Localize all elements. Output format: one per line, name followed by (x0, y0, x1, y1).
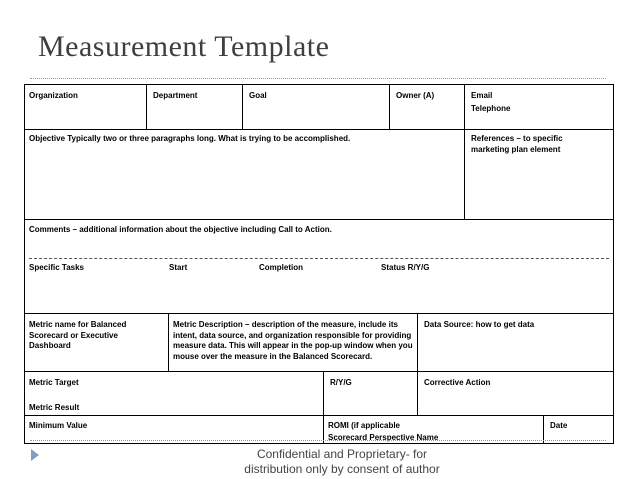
email-telephone-cell[interactable] (464, 84, 614, 130)
status-label: Status R/Y/G (381, 263, 430, 272)
objective-label: Objective Typically two or three paragraphs long. What is trying to be accomplished. (29, 134, 351, 143)
owner-cell[interactable] (389, 84, 465, 130)
email-label: Email (471, 91, 493, 100)
metric-name-cell[interactable] (24, 313, 169, 372)
telephone-label: Telephone (471, 104, 511, 113)
measurement-form (24, 84, 614, 444)
start-label: Start (169, 263, 188, 272)
references-label: References – to specific marketing plan element (471, 134, 563, 154)
organization-label: Organization (29, 91, 78, 100)
owner-label: Owner (A) (396, 91, 435, 100)
completion-label: Completion (259, 263, 303, 272)
comments-tasks-cell[interactable] (24, 219, 614, 314)
page-title: Measurement Template (38, 30, 330, 63)
footer-divider (30, 440, 606, 441)
title-divider (30, 78, 606, 79)
references-cell[interactable] (464, 129, 614, 220)
metric-name-label: Metric name for Balanced Scorecard or Executive Dashboard (29, 320, 127, 350)
objective-cell[interactable] (24, 129, 465, 220)
bullet-arrow-icon (31, 449, 39, 461)
goal-cell[interactable] (242, 84, 390, 130)
comments-separator (29, 258, 609, 259)
specific-tasks-label: Specific Tasks (29, 263, 84, 272)
romi-label: ROMI (if applicable (328, 421, 401, 430)
metric-result-label: Metric Result (29, 403, 80, 412)
scorecard-perspective-label: Scorecard Perspective Name (328, 433, 439, 442)
corrective-action-cell[interactable] (417, 371, 614, 416)
ryg-label: R/Y/G (330, 378, 352, 387)
department-cell[interactable] (146, 84, 243, 130)
department-label: Department (153, 91, 198, 100)
metric-description-label: Metric Description – description of the measure, include its intent, data source, and organization responsible for providing measure data. This will appear in the pop-up window when you mouse over the measure in the Balanced Scorecard. (173, 320, 413, 361)
confidentiality-footer: Confidential and Proprietary- for distribution only by consent of author (244, 447, 440, 476)
metric-target-cell[interactable] (24, 371, 324, 416)
minimum-value-label: Minimum Value (29, 421, 88, 430)
comments-label: Comments – additional information about the objective including Call to Action. (29, 225, 332, 234)
metric-target-label: Metric Target (29, 378, 79, 387)
organization-cell[interactable] (24, 84, 147, 130)
ryg-cell[interactable] (323, 371, 418, 416)
data-source-label: Data Source: how to get data (424, 320, 535, 329)
corrective-action-label: Corrective Action (424, 378, 491, 387)
data-source-cell[interactable] (417, 313, 614, 372)
metric-description-cell[interactable] (168, 313, 418, 372)
goal-label: Goal (249, 91, 267, 100)
date-label: Date (550, 421, 568, 430)
